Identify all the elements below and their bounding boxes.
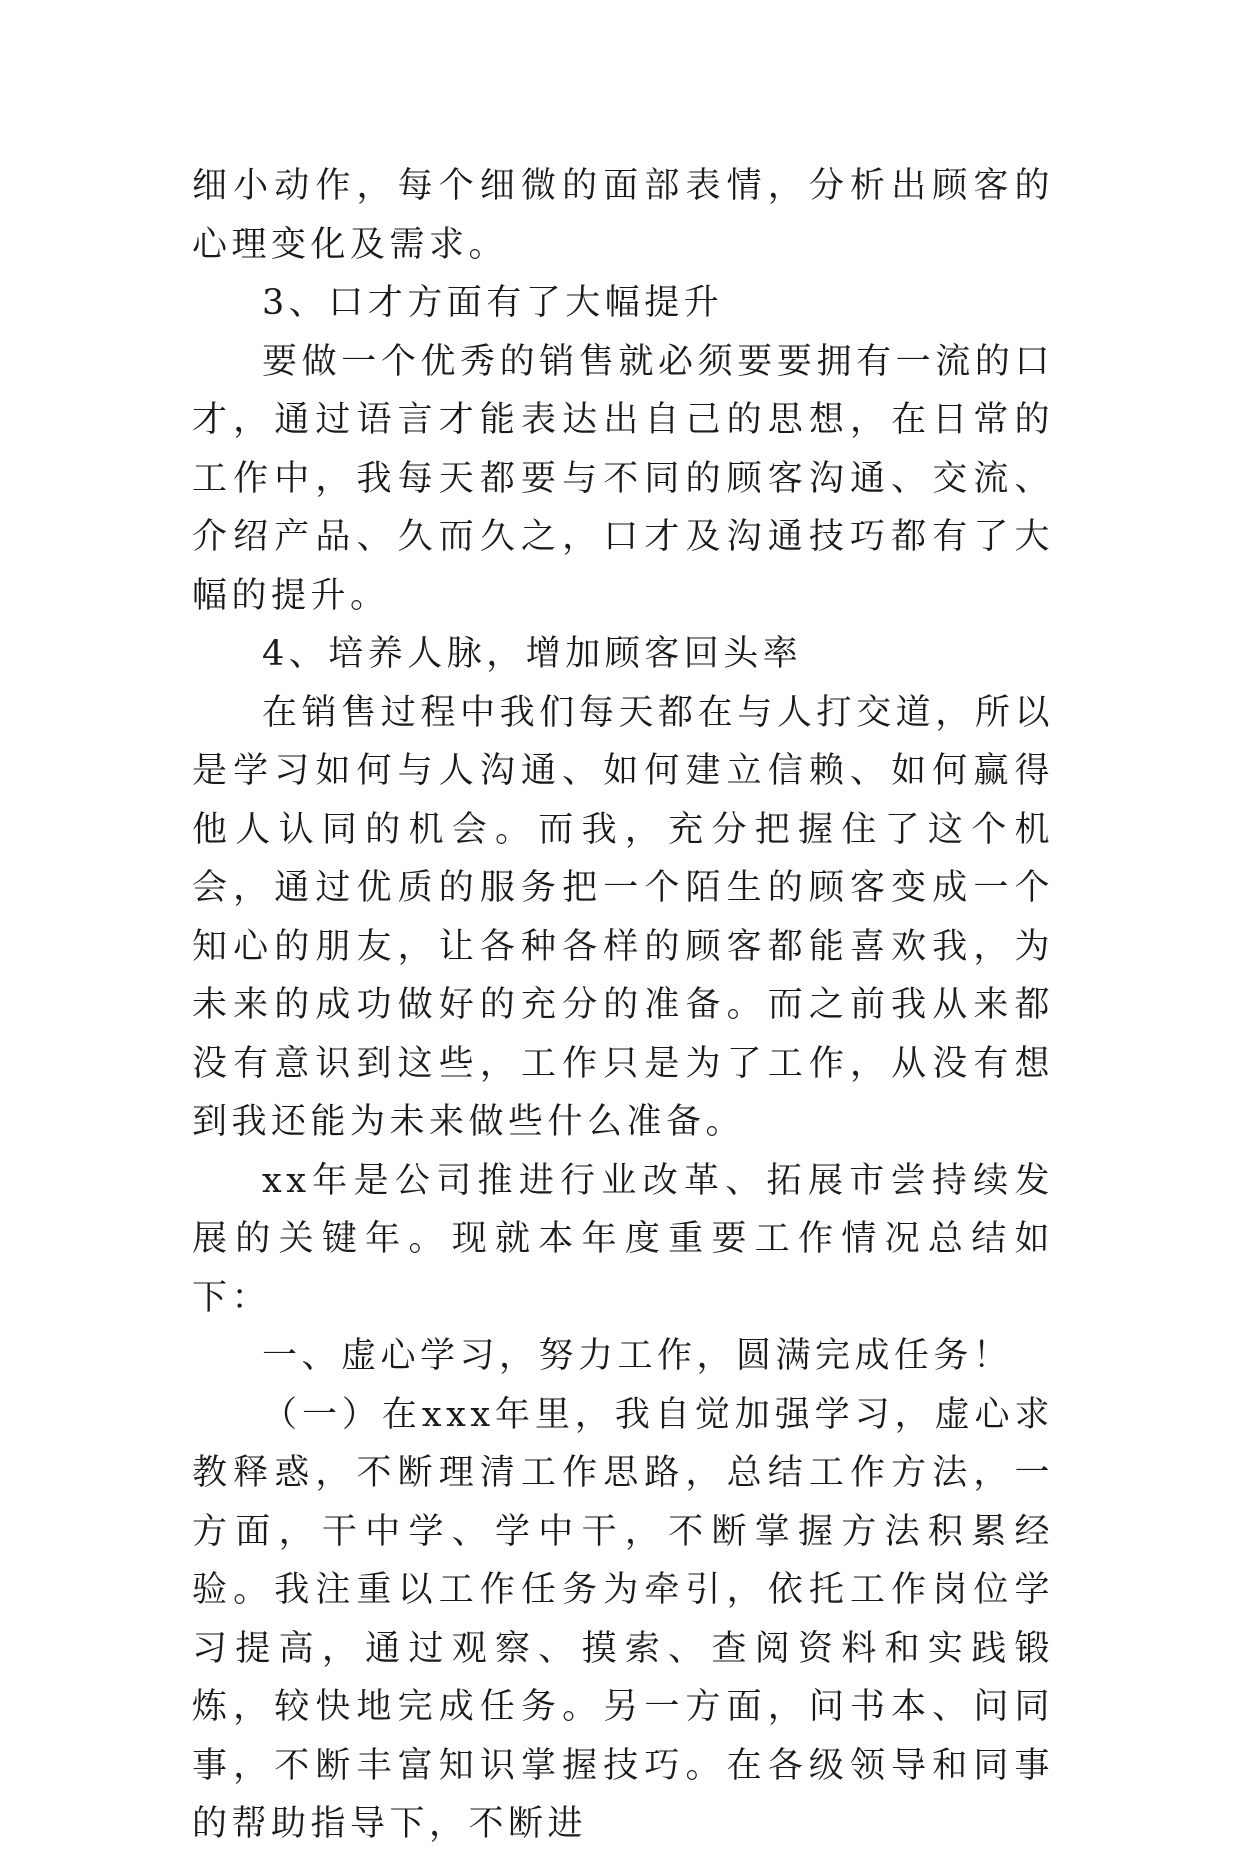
paragraph-eloquence: 要做一个优秀的销售就必须要要拥有一流的口才，通过语言才能表达出自己的思想，在日常的工作中，我每天都要与不同的顾客沟通、交流、介绍产品、久而久之，口才及沟通技巧都有了大幅的提升。 <box>192 341 1054 616</box>
paragraph-network: 在销售过程中我们每天都在与人打交道，所以是学习如何与人沟通、如何建立信赖、如何赢得他人认同的机会。而我，充分把握住了这个机会，通过优质的服务把一个陌生的顾客变成一个知心的朋友，让各种各样的顾客都能喜欢我，为未来的成功做好的充分的准备。而之前我从来都没有意识到这些，工作只是为了工作，从没有想到我还能为未来做些什么准备。 <box>192 692 1054 1142</box>
heading-section-1: 一、虚心学习，努力工作，圆满完成任务！ <box>262 1336 1013 1376</box>
document-body <box>192 157 1054 1854</box>
paragraph-subsection-1: （一）在xxx年里，我自觉加强学习，虚心求教释惑，不断理清工作思路，总结工作方法，一方面，干中学、学中干，不断掌握方法积累经验。我注重以工作任务为牵引，依托工作岗位学习提高，通过观察、摸索、查阅资料和实践锻炼，较快地完成任务。另一方面，问书本、问同事，不断丰富知识掌握技巧。在各级领导和同事的帮助指导下，不断进 <box>192 1394 1054 1844</box>
paragraph-1: 细小动作，每个细微的面部表情，分析出顾客的心理变化及需求。 <box>192 166 1054 265</box>
heading-4-network: 4、培养人脉，增加顾客回头率 <box>262 634 803 674</box>
paragraph-year-summary: xx年是公司推进行业改革、拓展市尝持续发展的关键年。现就本年度重要工作情况总结如下： <box>192 1160 1054 1318</box>
heading-3-eloquence: 3、口才方面有了大幅提升 <box>262 283 724 323</box>
